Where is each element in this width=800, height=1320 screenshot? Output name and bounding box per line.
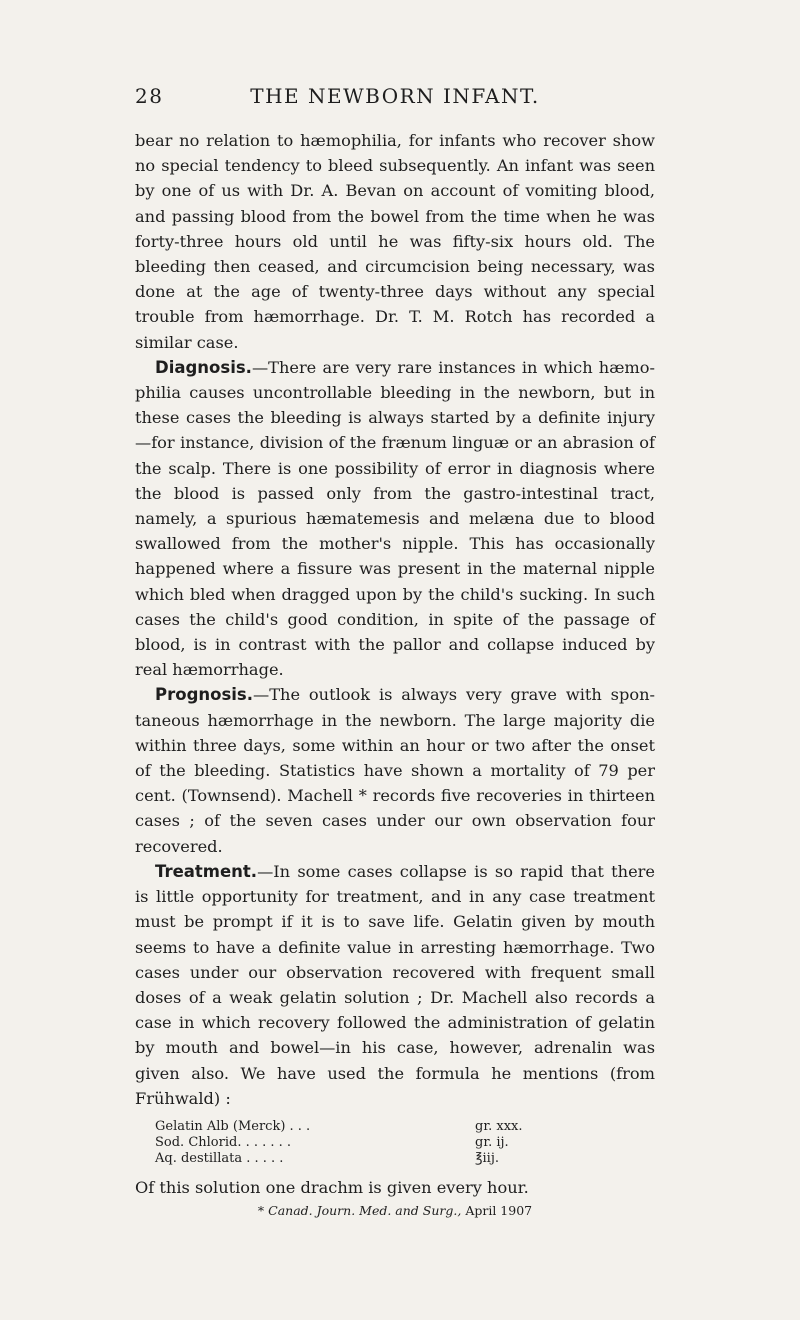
footnote-journal: Canad. Journ. Med. and Surg., <box>268 1203 462 1219</box>
prescription-formula <box>155 1119 535 1167</box>
paragraph-text: bear no relation to hæmophilia, for infants who recover show no special tendency to bleed subsequently. An infant was seen by one of us with Dr. A. Bevan on account of vomiting blood, and passing blood from the bowel from the time when he was forty-three hours old until he was fifty-six hours old. The bleeding then ceased, and circumcision being necessary, was done at the age of twenty-three days without any special trouble from hæmorrhage. Dr. T. M. Rotch has recorded a similar case. <box>135 131 655 352</box>
paragraph-text: —In some cases collapse is so rapid that there is little opportunity for treatment, and in any case treatment must be prompt if it is to save life. Gelatin given by mouth seems to have a definite value in arresting hæmorrhage. Two cases under our observation recovered with frequent small doses of a weak gelatin solution ; Dr. Machell also records a case in which recovery followed the administration of gelatin by mouth and bowel—in his case, however, adrenalin was given also. We have used the formula he mentions (from Frühwald) : <box>135 861 655 1108</box>
formula-row <box>155 1135 535 1151</box>
paragraph-prognosis <box>135 682 655 858</box>
closing-sentence: Of this solution one drachm is given every hour. <box>135 1177 529 1197</box>
footnote-date: April 1907 <box>465 1203 533 1219</box>
formula-row <box>155 1119 535 1135</box>
paragraph-diagnosis <box>135 355 655 683</box>
formula-dose: ℥iij. <box>475 1150 499 1166</box>
section-heading-diagnosis: Diagnosis. <box>155 357 252 377</box>
paragraph-text: —There are very rare instances in which hæmo-philia causes uncontrollable bleeding in the newborn, but in these cases the bleeding is always started by a definite injury—for instance, division of the frænum linguæ or an abrasion of the scalp. There is one possibility of error in diagnosis where the blood is passed only from the gastro-intestinal tract, namely, a spurious hæmatemesis and melæna due to blood swallowed from the mother's nipple. This has occasionally happened where a fissure was present in the maternal nipple which bled when dragged upon by the child's sucking. In such cases the child's good condition, in spite of the passage of blood, is in contrast with the pallor and collapse induced by real hæmorrhage. <box>135 357 655 680</box>
running-header <box>135 84 655 114</box>
paragraph-intro <box>135 128 655 355</box>
page-number: 28 <box>135 84 164 108</box>
formula-dose: gr. xxx. <box>475 1118 523 1134</box>
footnote <box>135 1202 655 1220</box>
body-text <box>135 128 655 1220</box>
formula-ingredient: Sod. Chlorid. . . . . . . <box>155 1134 292 1150</box>
formula-dose: gr. ij. <box>475 1134 509 1150</box>
paragraph-text: —The outlook is always very grave with spon-taneous hæmorrhage in the newborn. The large majority die within three days, some within an hour or two after the onset of the bleeding. Statistics have shown a mortality of 79 per cent. (Townsend). Machell * records five recoveries in thirteen cases ; of the seven cases under our own observation four recovered. <box>135 685 655 856</box>
running-title: THE NEWBORN INFANT. <box>250 84 540 108</box>
formula-row <box>155 1151 535 1167</box>
section-heading-prognosis: Prognosis. <box>155 685 254 705</box>
formula-ingredient: Aq. destillata . . . . . <box>155 1150 284 1166</box>
section-heading-treatment: Treatment. <box>155 861 258 881</box>
paragraph-treatment <box>135 859 655 1111</box>
formula-ingredient: Gelatin Alb (Merck) . . . <box>155 1118 311 1134</box>
footnote-marker: * <box>257 1203 265 1219</box>
